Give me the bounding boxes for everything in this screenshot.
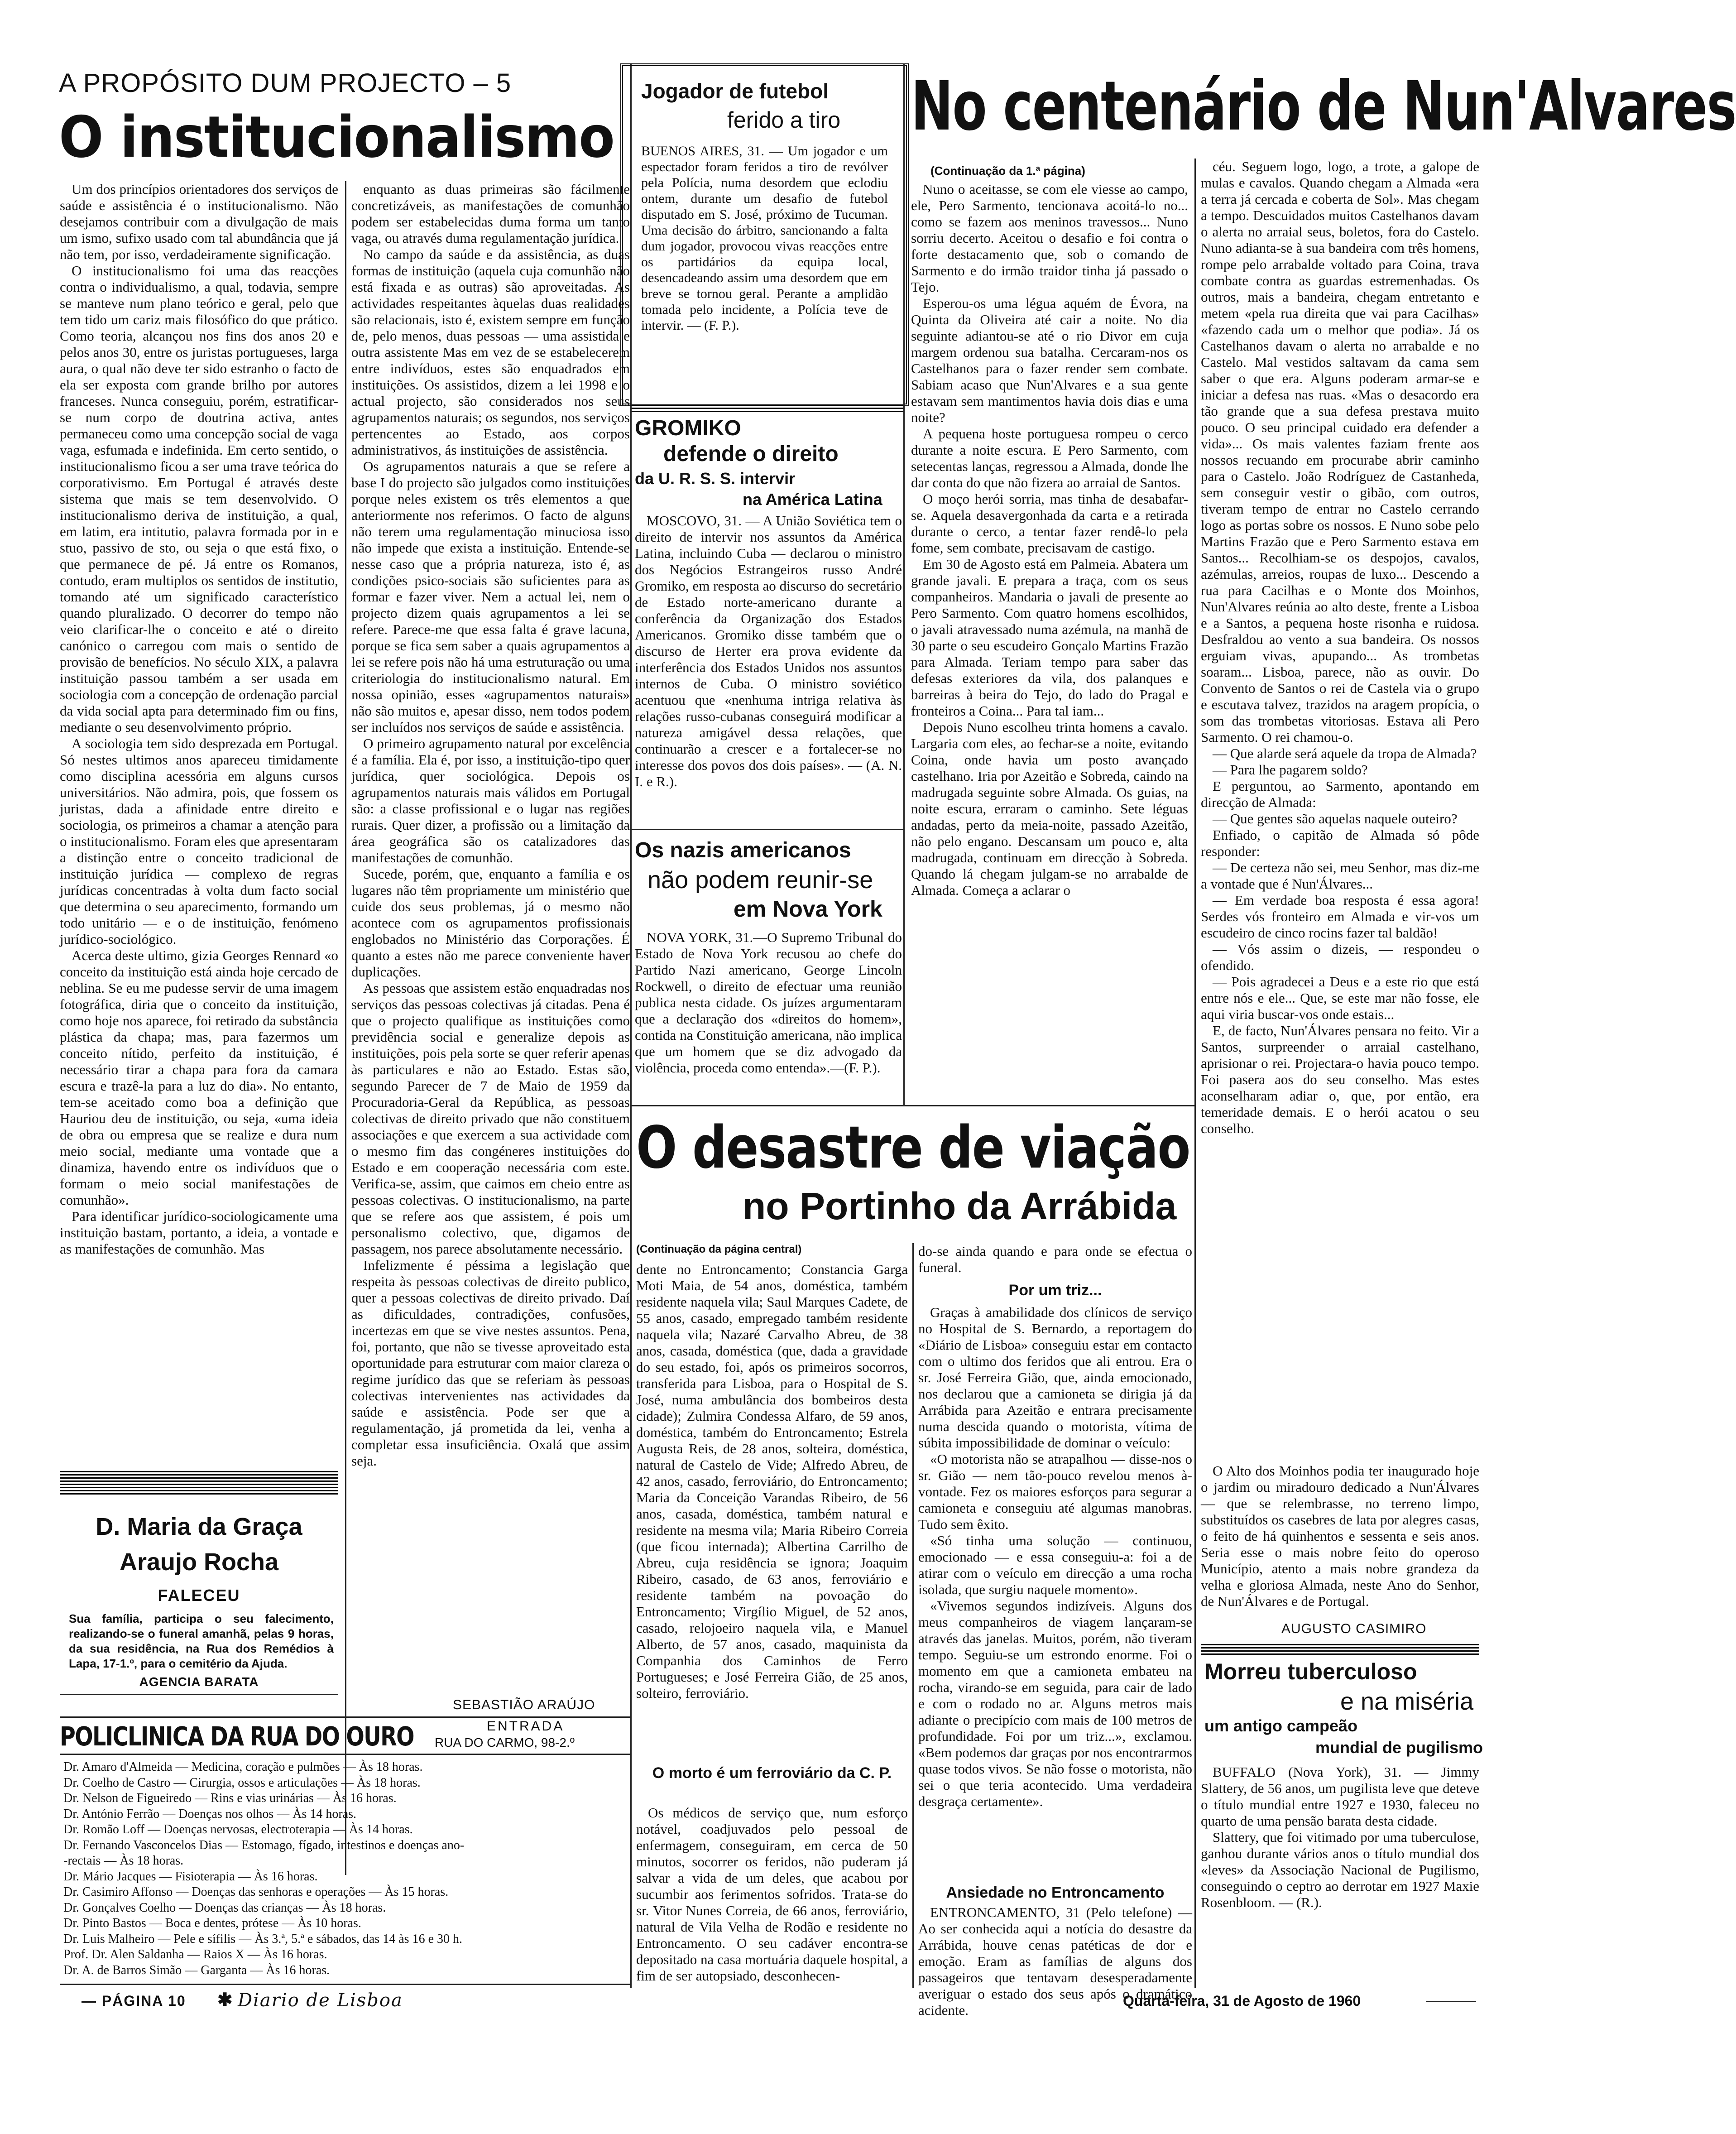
nun-headline: No centenário de Nun'Alvares xyxy=(911,67,1736,146)
gromiko-title4: na América Latina xyxy=(743,490,882,509)
footer-logo: Diario de Lisboa xyxy=(238,1990,403,2011)
desastre-col1: dente no Entroncamento; Constancia Garga Moti Maia, de 54 anos, doméstica, também residente naquela vila; Saul Marques Cadete, de 55 anos, casado, empregado também residente naquela vila; Nazaré Carvalho Abreu, de 38 anos, casada, doméstica (que, dada a gravidade do seu estado, foi, após os primeiros socorros, transferida para Lisboa, para o Hospital de S. José, numa ambulância dos bombeiros desta cidade); Zulmira Condessa Alfaro, de 59 anos, doméstica, também do Entroncamento; Estrela Augusta Reis, de 28 anos, solteira, doméstica, natural de Castelo de Vide; Alfredo Abreu, de 42 anos, casado, ferroviário, do Entroncamento; Maria da Conceição Varandas Ribeiro, de 56 anos, casada, doméstica, também natural e residente na mesma vila; Maria Ribeiro Correia (que ficou internada); Albertina Carrilho de Abreu, cuja residência se ignora; Joaquim Ribeiro, casado, de 63 anos, ferroviário e residente também na povoação do Entroncamento; Virgílio Miguel, de 52 anos, casado, relojoeiro naquela vila, e Manuel Alberto, de 57 anos, casado, maquinista da Companhia dos Caminhos de Ferro Portugueses; e José Ferreira Gião, de 25 anos, solteiro, ferroviário. xyxy=(636,1261,908,1701)
clinic-row: Dr. A. de Barros Simão — Garganta — Às 16 horas. xyxy=(63,1963,330,1977)
star-icon: ✱ xyxy=(217,1990,233,2010)
clinic-row: Dr. Gonçalves Coelho — Doenças das crianças — Às 18 horas. xyxy=(63,1900,386,1915)
nun-col2: céu. Seguem logo, logo, a trote, a galope de mulas e cavalos. Quando chegam a Almada «era a terra já cercada e coberta de Sol». Mas chegam a tempo. Descuidados muitos Castelhanos davam o alerta no arraial seus, boletos, fora do Castelo. Nuno adianta-se à sua bandeira com três homens, rompe pelo arrabalde voltado para Coina, trava combate contra as guardas estremenhadas. Os outros, mais a bandeira, chegam entretanto e metem «pela rua direita que vai para Cacilhas» «fazendo cada um o melhor que podia». Já os Castelhanos davam o alerta no arrabalde e no Castelo. Mal vestidos saltavam da cama sem saber o que era. Alguns poderam armar-se e iniciar a defesa nas ruas. «Mas o desacordo era tão grande que a sua defesa prestava muito pouco. O seu principal cuidado era defender a vida»... Os mais valentes faziam frente aos nossos recuando em procurabe abrir caminho para o Castelo. João Rodríguez de Castanheda, sem conseguir vestir o gibão, com outros, tiveram tempo de entrar no Castelo cerrando logo as portas sobre os nossos. E Nuno sobe pelo Martins Frazão que e Pero Sarmento estava em Santos... Recolhiam-se os despojos, cavalos, azémulas, arreios, roupas de luxo... Descendo a rua para Cacilhas e o Monte dos Moinhos, Nun'Alvares reúnia ao alto deste, frente a Lisboa e a Santos, a pequena hoste risonha e ruidosa. Desfraldou ao vento a sua bandeira. Os nossos erguiam vivas, apupando... As trombetas soaram... Lisboa, parece, não as ouvir. Do Convento de Santos o rei de Castela via o grupo e escutava talvez, trazidos na aragem propícia, o som das trombetas vitoriosas. Estava ali Pero Sarmento. O rei chamou-o. — Que alarde será aquele da tropa de Almada? — Para lhe pagarem soldo? E perguntou, ao Sarmento, apontando em direcção de Almada: — Que gentes são aquelas naquele outeiro? Enfiado, o capitão de Almada só pôde responder: — De certeza não sei, meu Senhor, mas diz-me a vontade que é Nun'Álvares... — Em verdade boa resposta é essa agora! Serdes vós fronteiro em Almada e vir-vos um escudeiro de cinco rocins fazer tal baldão! — Vós assim o dizeis, — respondeu o ofendido. — Pois agradecei a Deus e a este rio que está entre nós e ele... Que, se este mar não fosse, ele aqui viria buscar-vos onde estais... E, de facto, Nun'Álvares pensara no feito. Vir a Santos, surpreender o arraial castelhano, aprisionar o rei. Projectara-o havia pouco tempo. Foi pasera aos do seu conselho. Mas estes aconselharam adiar o, que, por então, era temeridade demais. E o herói acatou o seu conselho. xyxy=(1201,159,1479,1136)
boxer-title4: mundial de pugilismo xyxy=(1315,1738,1483,1757)
nazis-title3: em Nova York xyxy=(734,896,882,922)
obit-agency: AGENCIA BARATA xyxy=(139,1675,259,1689)
clinic-row: Dr. Casimiro Affonso — Doenças das senhoras e operações — Às 15 horas. xyxy=(63,1885,449,1899)
nun-col1: Nuno o aceitasse, se com ele viesse ao campo, ele, Pero Sarmento, tencionava acoitá-lo no... como se fazem aos meninos travessos... Nuno sorriu decerto. Aceitou o desafio e foi contra o forte destacamento que, sob o comando de Sarmento e do irmão traidor tinha já passado o Tejo. Esperou-os uma légua aquém de Évora, na Quinta da Oliveira até cair a noite. No dia seguinte adiantou-se até o rio Divor em cuja margem ordenou sua batalha. Cercaram-nos os Castelhanos para o fazer render sem combate. Sabiam acaso que Nun'Alvares e a sua gente estavam sem mantimentos havia dois dias e uma noite? A pequena hoste portuguesa rompeu o cerco durante a noite escura. E Pero Sarmento, com setecentas lanças, regressou a Almada, donde lhe dar conta do que não fizera ao arraial de Santos. O moço herói sorria, mas tinha de desabafar-se. Aquela desavergonhada da carta e a retirada durante o cerco, a tentar fazer rendê-lo pela fome, sem combate, precisavam de castigo. Em 30 de Agosto está em Palmeia. Abatera um grande javali. E prepara a traça, com os seus companheiros. Mandaria o javali de presente ao Pero Sarmento. Com quatro homens escolhidos, o javali atravessado numa azémula, na manhã de 30 parte o seu escudeiro Gonçalo Martins Frazão para Almada. Teriam tempo para saber das defesas exteriores da vila, dos palanques e barreiras à beira do Tejo, do lado do Pragal e fronteiros a Coina... Para tal iam... Depois Nuno escolheu trinta homens a cavalo. Largaria com eles, ao fechar-se a noite, evitando Coina, onde havia um posto avançado castelhano. Iria por Azeitão e Sobreda, caindo na madrugada seguinte sobre Almada. Os guias, na noite escura, erraram o caminho. Sete léguas andadas, perto da meia-noite, passado Azeitão, não pelo engano. Descansam um pouco e, alta madrugada, continuam em direcção à Sobreda. Quando lá chegam julgam-se no arrabalde de Almada. Começa a aclarar o xyxy=(911,181,1188,898)
desastre-col2c: ENTRONCAMENTO, 31 (Pelo telefone) — Ao ser conhecida aqui a notícia do desastre da Arrábida, houve cenas patéticas de dor e emoção. Eram as famílias de alguns dos passageiros que tentavam desesperadamente averiguar o estado dos seus após o dramático acidente. xyxy=(918,1904,1192,2018)
clinic-entrance-address: RUA DO CARMO, 98-2.º xyxy=(435,1735,575,1749)
column-rule xyxy=(912,1243,914,1988)
desastre-sub-ansiedade: Ansiedade no Entroncamento xyxy=(946,1884,1165,1901)
nazis-title2: não podem reunir-se xyxy=(647,866,873,894)
nazis-top-rule xyxy=(632,829,903,830)
clinic-row: Dr. António Ferrão — Doenças nos olhos — Às 14 horas. xyxy=(63,1807,357,1821)
gromiko-border xyxy=(632,403,903,412)
clinic-title-rule xyxy=(60,1754,630,1755)
desastre-sub-triz: Por um triz... xyxy=(1008,1282,1102,1299)
obit-text: Sua família, participa o seu falecimento, realizando-se o funeral amanhã, pelas 9 horas, da sua residência, na Rua dos Remédios à Lapa, 17-1.º, para o cemitério da Ajuda. xyxy=(69,1612,334,1670)
clinic-row: Dr. Mário Jacques — Fisioterapia — Às 16 horas. xyxy=(63,1869,318,1884)
desastre-title2: no Portinho da Arrábida xyxy=(743,1185,1177,1227)
clinic-row: Prof. Dr. Alen Saldanha — Raios X — Às 16 horas. xyxy=(63,1947,327,1961)
nun-col2b: O Alto dos Moinhos podia ter inaugurado hoje o jardim ou miradouro dedicado a Nun'Álvares — que se relembrasse, no terreno limpo, substituídos os casebres de lata por alegres casas, o feito de há quinhentos e sessenta e seis anos. Seria esse o mais nobre feito do operoso Município, atento a mais nobre grandeza da velha e gloriosa Almada, neste Ano do Senhor, de Nun'Álvares e de Portugal. xyxy=(1201,1463,1479,1609)
clinic-row: Dr. Coelho de Castro — Cirurgia, ossos e articulações — Às 18 horas. xyxy=(63,1775,421,1790)
clinic-row: Dr. Luis Malheiro — Pele e sífilis — Às 3.ª, 5.ª e sábados, das 14 às 16 e 30 h. xyxy=(63,1932,463,1946)
gromiko-text: MOSCOVO, 31. — A União Soviética tem o direito de intervir nos assuntos da América Latina, incluindo Cuba — declarou o ministro dos Negócios Estrangeiros russo André Gromiko, em resposta ao discurso do secretário de Estado norte-americano durante a conferência da Organização dos Estados Americanos. Gromiko disse também que o discurso de Herter era prova evidente da interferência dos Estados Unidos nos assuntos internos de Cuba. O ministro soviético acentuou que «nenhuma intriga relativa às relações russo-cubanas conseguirá modificar a natureza amigável dessa relações, que continuarão a crescer e a fortalecer-se no interesse dos povos dos dois países». — (A. N. I. e R.). xyxy=(635,513,902,789)
nun-signature: AUGUSTO CASIMIRO xyxy=(1281,1621,1427,1636)
desastre-col2b: Graças à amabilidade dos clínicos de serviço no Hospital de S. Bernardo, a reportagem do «Diário de Lisboa» conseguiu estar em contacto com o ultimo dos feridos que ali entrou. Era o sr. José Ferreira Gião, que, ainda emocionado, nos declarou que a camioneta se dirigia já da Arrábida para Azeitão e entrara precisamente numa descida quando o motorista, vítima de súbita impossibilidade de dominar o veículo: «O motorista não se atrapalhou — disse-nos o sr. Gião — nem tão-pouco revelou menos à-vontade. Fez os maiores esforços para segurar a camioneta e conseguiu até algumas manobras. Tudo sem êxito. «Só tinha uma solução — continuou, emocionado — e essa conseguiu-a: foi a de atirar com o veículo em direcção a uma rocha isolada, que surgiu naquele momento». «Vivemos segundos indizíveis. Alguns dos meus companheiros de viagem lançaram-se através das janelas. Muitos, porém, não tiveram tempo. Seguiu-se um estrondo enorme. Foi o momento em que a camioneta embateu na rocha, virando-se em seguida, para cair de lado e com o rodado no ar. Alguns metros mais adiante o precipício com mais de 100 metros de profundidade. Foi por um triz...», exclamou. «Bem podemos dar graças por nos encontrarmos quase todos vivos. Se não fosse o motorista, não sei o que teria acontecido. Uma verdadeira desgraça certamente». xyxy=(918,1304,1192,1809)
obit-box xyxy=(60,1495,338,1695)
column-rule xyxy=(903,63,905,1105)
football-text: BUENOS AIRES, 31. — Um jogador e um espectador foram feridos a tiro de revólver pela Polícia, numa desordem que eclodiu ontem, durante um desafio de futebol disputado em S. José, próximo de Tucuman. Uma decisão do árbitro, sancionando a falta dum jogador, provocou vivas reacções entre os partidários da equipa local, desencadeando assim uma desordem que em breve se tornou geral. Perante a amplidão tomada pelo incidente, a Polícia teve de intervir. — (F. P.). xyxy=(641,144,888,333)
nun-continuation: (Continuação da 1.ª página) xyxy=(930,164,1085,178)
football-box xyxy=(620,63,909,406)
clinic-row: Dr. Fernando Vasconcelos Dias — Estomago, fígado, intestinos e doenças ano- xyxy=(63,1838,465,1852)
footer-rule xyxy=(1426,2001,1476,2002)
obit-status: FALECEU xyxy=(158,1586,240,1605)
clinic-entrance-label: ENTRADA xyxy=(487,1719,565,1734)
clinic-top-rule xyxy=(60,1716,630,1718)
column-rule xyxy=(345,181,346,1875)
desastre-col2: do-se ainda quando e para onde se efectua o funeral. xyxy=(918,1243,1192,1275)
inst-col2: enquanto as duas primeiras são fácilmente concretizáveis, as manifestações de comunhão podem ser estabelecidas duma forma um tanto vaga, ou através duma regulamentação jurídica. No campo da saúde e da assistência, as duas formas de instituição (aquela cuja comunhão não está fixada e as outras) são aproveitadas. As actividades respeitantes àquelas duas realidades são relacionais, isto é, existem sempre em função de, pelo menos, duas pessoas — uma assistida e outra assistente Mas em vez de se estabelecerem entre indivíduos, estes são enquadrados em instituições. Os assistidos, dizem a lei 1998 e o actual projecto, são considerados nos seus agrupamentos naturais; os segundos, nos serviços pertencentes ao Estado, aos corpos administrativos, ás instituições de assistência. Os agrupamentos naturais a que se refere a base I do projecto são julgados como instituições porque neles existem os três elementos a que anteriormente nos referimos. O facto de alguns não terem uma regulamentação minuciosa isso não impede que exista a instituição. Entende-se nesse caso que a própria natureza, isto é, as condições psico-sociais são suficientes para as formar e fazer viver. Nem a actual lei, nem o projecto dizem quais agrupamentos a lei se refere. Parece-me que essa falta é grave lacuna, porque se fica sem saber a quais agrupamentos a lei se refere pois não há uma estruturação ou uma criteriologia do institucionalismo natural. Em nossa opinião, esses «agrupamentos naturais» não são muitos e, apesar disso, nem todos podem ser incluídos nos serviços de saúde e assistência. O primeiro agrupamento natural por excelência é a família. Ela é, por isso, a instituição-tipo quer jurídica, quer sociológica. Depois os agrupamentos naturais mais válidos em Portugal são: a classe profissional e o lugar nas regiões rurais. Quer dizer, a profissão ou a limitação da área geográfica são os catalizadores das manifestações de comunhão. Sucede, porém, que, enquanto a família e os lugares não têm propriamente um ministério que cuide dos seus problemas, já o mesmo não acontece com os agrupamentos profissionais englobados no Ministério das Corporações. É quanto a estes não me parece conveniente haver duplicações. As pessoas que assistem estão enquadradas nos serviços das pessoas colectivas já citadas. Pena é que o projecto qualifique as instituições como previdência social e generalize depois as instituições, pois pela sorte se quer referir apenas às particulares e não ao Estado. Estas são, segundo Parecer de 7 de Maio de 1959 da Procuradoria-Geral da República, as pessoas colectivas de direito privado que não constituem associações e que exercem a sua actividade com o mesmo fim das congéneres instituições do Estado e em cooperação necessária com este. Verifica-se, assim, que caimos em cheio entre as pessoas colectivas. O institucionalismo, na parte que se refere aos que assistem, é pois um personalismo colectivo, que, digamos de passagem, nos parece absolutamente necessário. Infelizmente é péssima a legislação que respeita às pessoas colectivas de direito publico, quer a pessoas colectivas de direito privado. Daí as dificuldades, contradições, confusões, incertezas em que se vive nestes assuntos. Pena, foi, portanto, que não se tivesse aproveitado esta oportunidade para estruturar com maior clareza o regime jurídico das que se referiam às pessoas colectivas intervenientes nas actividades da saúde e assistência. Pode ser que a regulamentação, já prometida da lei, venha a completar essa insuficiência. Oxalá que assim seja. xyxy=(351,181,630,1469)
desastre-title1: O desastre de viação xyxy=(636,1114,1190,1182)
column-rule xyxy=(1194,159,1196,1988)
clinic-bottom-rule xyxy=(60,1984,630,1985)
footer-page: — PÁGINA 10 xyxy=(82,1993,186,2009)
desastre-col1b: Os médicos de serviço que, num esforço notável, coadjuvados pelo pessoal de enfermagem, conseguiram, em cerca de 50 minutos, socorrer os feridos, não puderam já salvar a vida de um deles, que acabou por sucumbir aos ferimentos sofridos. Trata-se do sr. Vitor Nunes Correia, de 66 anos, ferroviário, natural de Vila Velha de Rodão e residente no Entroncamento. O seu cadáver encontra-se depositado na casa mortuária daquele hospital, a fim de ser autopsiado, desconhecen- xyxy=(636,1805,908,1984)
obit-name1: D. Maria da Graça xyxy=(96,1513,302,1540)
nazis-text: NOVA YORK, 31.—O Supremo Tribunal do Estado de Nova York recusou ao chefe do Partido Nazi americano, George Lincoln Rockwell, o direito de efectuar uma reunião publica nesta cidade. Os juízes argumentaram que a declaração dos «direitos do homem», contida na Constituição americana, não implica que um homem que se diz advogado da violência, proceda como entenda».—(F. P.). xyxy=(635,929,902,1076)
clinic-row: Dr. Nelson de Figueiredo — Rins e vias urinárias — Às 16 horas. xyxy=(63,1791,397,1805)
clinic-row: Dr. Romão Loff — Doenças nervosas, electroterapia — Às 14 horas. xyxy=(63,1822,413,1836)
boxer-border xyxy=(1201,1643,1479,1655)
gromiko-title1: GROMIKO xyxy=(635,416,741,440)
boxer-title2: e na miséria xyxy=(1340,1688,1474,1715)
inst-kicker: A PROPÓSITO DUM PROJECTO – 5 xyxy=(59,68,512,98)
obit-name2: Araujo Rocha xyxy=(119,1548,279,1576)
nazis-title1: Os nazis americanos xyxy=(635,838,851,862)
gromiko-title3: da U. R. S. S. intervir xyxy=(635,469,796,488)
inst-headline: O institucionalismo xyxy=(59,104,614,170)
footer-date: Quarta-feira, 31 de Agosto de 1960 xyxy=(1123,1993,1361,2009)
inst-col1: Um dos princípios orientadores dos serviços de saúde e assistência é o institucionalismo. Não desejamos contribuir com a divulgação de mais um ismo, sufixo usado com tal abundância que já não tem, por isso, verdadeiramente significação. O institucionalismo foi uma das reacções contra o individualismo, a qual, todavia, sempre se manteve num plano teórico e geral, pelo que tem tido um cariz mais filosófico do que prático. Como teoria, alcançou nos fins dos anos 20 e pelos anos 30, entre os juristas portugueses, larga aura, o qual não deve ter sido estranho o facto de ela ser exposta com grande brilho por autores franceses. Nunca conseguiu, porém, estratificar-se num corpo de doutrina activa, antes permaneceu como uma concepção social de vaga vaga, esfumada e indefinida. Em certo sentido, o institucionalismo ficou a ser uma trave teórica do corporativismo. Em Portugal é através deste sistema que mais se tem desenvolvido. O institucionalismo deriva de instituição, a qual, em latim, era intitutio, palavra formada por in e stuo, passivo de sto, ou seja o que está fixo, o que permanece de pé. Já entre os Romanos, contudo, eram multiplos os sentidos de institutio, tomando até um significado característico quando pluralizado. O decorrer do tempo não veio clarificar-lhe o conceito e até o direito canónico o carregou com mais o sentido de provisão de benefícios. No século XIX, a palavra instituição passou também a ser usada em sociologia com a concepção de ordenação parcial da vida social apta para determinado fim ou fins, mediante o seu desenvolvimento próprio. A sociologia tem sido desprezada em Portugal. Só nestes ultimos anos apareceu timidamente como disciplina acessória em alguns cursos universitários. Não admira, pois, que fossem os juristas, dada a afinidade entre direito e sociologia, os primeiros a chamar a atenção para o institucionalismo. Foram eles que apresentaram a distinção entre o conceito tradicional de instituição jurídica — complexo de regras jurídicas concentradas à volta dum facto social que determina o seu aparecimento, formando um todo unitário — e o de instituição, fenómeno jurídico-sociológico. Acerca deste ultimo, gizia Georges Rennard «o conceito da instituição está ainda hoje cercado de neblina. Se eu me pudesse servir de uma imagem fotográfica, diria que o conceito da instituição, como hoje nos aparece, foi retirado da substância plástica da chapa; mas, para fazermos um conceito nítido, perfeito da instituição, é necessário tirar a chapa para fora da camara escura e trazê-la para a luz do dia». No entanto, tem-se aceitado como boa a definição que Hauriou deu de instituição, ou seja, «uma ideia de obra ou empresa que se realize e dura num meio social, mediante uma vontade que a dinamiza, havendo entre os indivíduos que o formam o meio social manifestações de comunhão». Para identificar jurídico-sociologicamente uma instituição bastam, portanto, a ideia, a vontade e as manifestações de comunhão. Mas xyxy=(60,181,338,1257)
clinic-title: POLICLINICA DA RUA DO OURO xyxy=(60,1721,414,1752)
desastre-continuation: (Continuação da página central) xyxy=(636,1243,802,1255)
football-title1: Jogador de futebol xyxy=(641,79,829,103)
inst-signature: SEBASTIÃO ARAÚJO xyxy=(453,1697,595,1712)
clinic-row: -rectais — Às 18 horas. xyxy=(63,1854,184,1868)
boxer-title3: um antigo campeão xyxy=(1204,1716,1358,1735)
desastre-sub-morto: O morto é um ferroviário da C. P. xyxy=(652,1764,892,1782)
gromiko-title2: defende o direito xyxy=(663,442,839,466)
boxer-title1: Morreu tuberculoso xyxy=(1204,1659,1417,1684)
desastre-top-rule xyxy=(632,1105,1194,1106)
clinic-row: Dr. Amaro d'Almeida — Medicina, coração e pulmões — Às 18 horas. xyxy=(63,1760,423,1774)
obit-border xyxy=(60,1470,338,1495)
boxer-text: BUFFALO (Nova York), 31. — Jimmy Slattery, de 56 anos, um pugilista leve que deteve o título mundial entre 1927 e 1930, faleceu no quarto de uma pensão barata desta cidade. Slattery, que foi vitimado por uma tuberculose, ganhou durante vários anos o título mundial dos «leves» da Associação Nacional de Pugilismo, conseguindo o ceptro ao derrotar em 1927 Maxie Rosenbloom. — (R.). xyxy=(1201,1764,1479,1910)
clinic-row: Dr. Pinto Bastos — Boca e dentes, prótese — Às 10 horas. xyxy=(63,1916,361,1930)
clinic-list xyxy=(63,1759,629,1978)
football-title2: ferido a tiro xyxy=(727,107,841,133)
